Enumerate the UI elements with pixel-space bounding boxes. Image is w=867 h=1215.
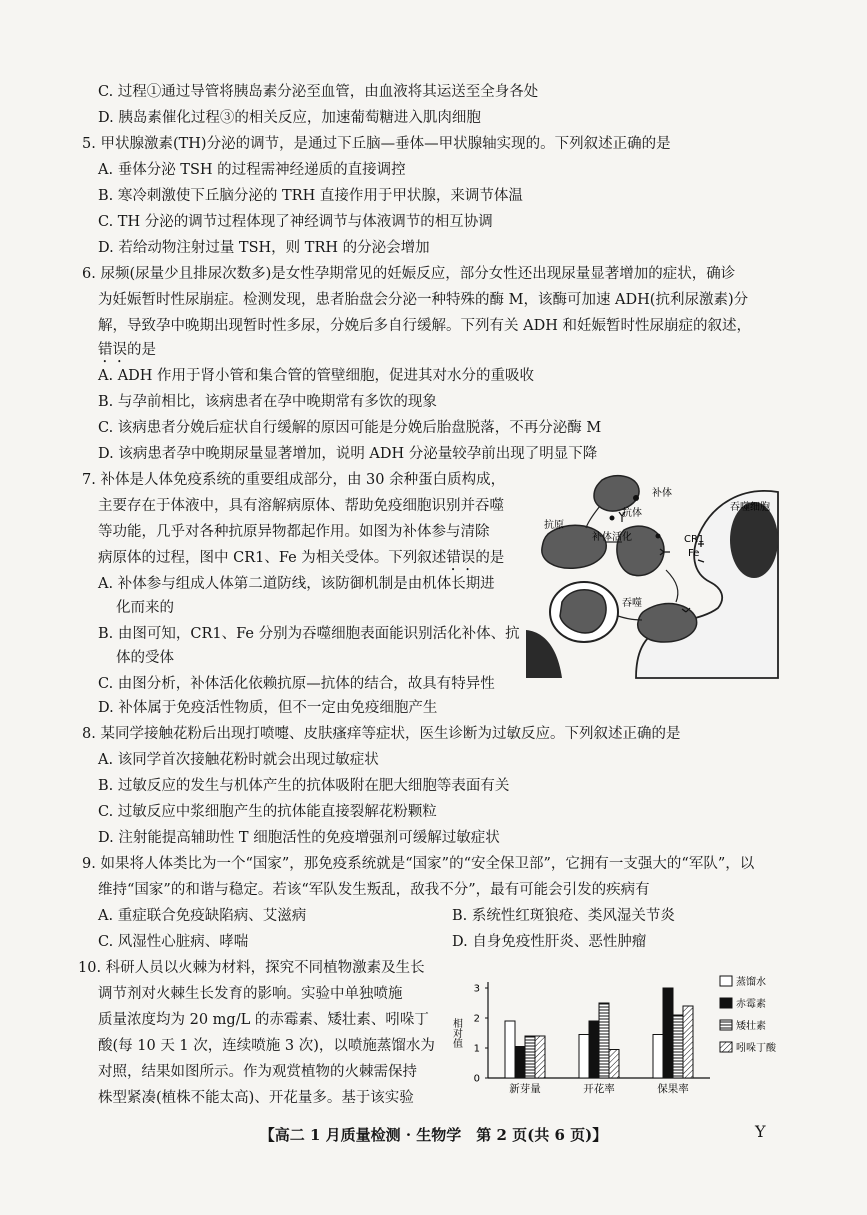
- q6-emphasis-mark: 错误: [98, 342, 127, 358]
- q4-option-c: C. 过程①通过导管将胰岛素分泌至血管，由血液将其运送至全身各处: [98, 84, 539, 100]
- phagocyte-nucleus: [730, 502, 778, 578]
- label-fe: Fe: [688, 548, 700, 559]
- q5-stem: 5. 甲状腺激素(TH)分泌的调节，是通过下丘脑—垂体—甲状腺轴实现的。下列叙述正确的是: [82, 136, 671, 152]
- q9-stem-line2: 维持“国家”的和谐与稳定。若该“军队发生叛乱，敌我不分”，最有可能会引发的疾病有: [98, 882, 650, 898]
- bar: [653, 1035, 663, 1079]
- legend-label: 吲哚丁酸: [736, 1043, 776, 1054]
- q6-stem-line3: 解，导致孕中晚期出现暂时性多尿，分娩后多自行缓解。下列有关 ADH 和妊娠暂时性尿崩症的叙述，: [98, 318, 751, 334]
- q9-option-b: B. 系统性红斑狼疮、类风湿关节炎: [452, 908, 675, 924]
- legend-swatch: [720, 976, 732, 986]
- legend-label: 赤霉素: [736, 999, 766, 1010]
- vesicle-pathogen: [560, 590, 606, 633]
- bar: [579, 1035, 589, 1079]
- q9-option-a: A. 重症联合免疫缺陷病、艾滋病: [98, 908, 307, 924]
- y-tick-label: 0: [473, 1073, 480, 1085]
- q5-option-a: A. 垂体分泌 TSH 的过程需神经递质的直接调控: [98, 162, 406, 178]
- q8-option-c: C. 过敏反应中浆细胞产生的抗体能直接裂解花粉颗粒: [98, 804, 437, 820]
- q5-option-b: B. 寒冷刺激使下丘脑分泌的 TRH 直接作用于甲状腺，来调节体温: [98, 188, 523, 204]
- x-tick-label: 新芽量: [509, 1083, 541, 1095]
- q7-option-b-line2: 体的受体: [116, 650, 174, 666]
- q6-option-c: C. 该病患者分娩后症状自行缓解的原因可能是分娩后胎盘脱落，不再分泌酶 M: [98, 420, 602, 436]
- page-footer: 【高二 1 月质量检测 · 生物学 第 2 页(共 6 页)】: [259, 1126, 608, 1144]
- q8-option-b: B. 过敏反应的发生与机体产生的抗体吸附在肥大细胞等表面有关: [98, 778, 510, 794]
- label-activation: 补体活化: [592, 532, 632, 543]
- legend-label: 矮壮素: [736, 1021, 766, 1032]
- q8-stem: 8. 某同学接触花粉后出现打喷嚏、皮肤瘙痒等症状，医生诊断为过敏反应。下列叙述正确的是: [82, 726, 681, 742]
- q7-stem-line1: 7. 补体是人体免疫系统的重要组成部分，由 30 余种蛋白质构成，: [82, 472, 506, 488]
- complement-dot: [656, 534, 661, 539]
- label-engulf: 吞噬: [622, 598, 642, 609]
- pathogen-engulf: [638, 604, 697, 642]
- label-antigen: 抗原: [544, 520, 564, 531]
- legend-swatch: [720, 1020, 732, 1030]
- q5-option-d: D. 若给动物注射过量 TSH，则 TRH 的分泌会增加: [98, 240, 430, 256]
- x-tick-label: 开花率: [583, 1083, 615, 1095]
- q10-stem-line3: 质量浓度均为 20 mg/L 的赤霉素、矮壮素、吲哚丁: [98, 1012, 429, 1028]
- label-antibody: 抗体: [622, 508, 642, 519]
- q7-stem-line3: 等功能，几乎对各种抗原异物都起作用。如图为补体参与清除: [98, 524, 490, 540]
- complement-dot: [633, 495, 639, 501]
- complement-diagram: [526, 470, 778, 678]
- q7-option-a-line2: 化而来的: [116, 600, 174, 616]
- y-tick-label: 1: [473, 1043, 480, 1055]
- q8-option-a: A. 该同学首次接触花粉时就会出现过敏症状: [98, 752, 379, 768]
- q6-option-a: A. ADH 作用于肾小管和集合管的管壁细胞，促进其对水分的重吸收: [98, 368, 535, 384]
- bar: [609, 1050, 619, 1079]
- bar: [535, 1036, 545, 1078]
- y-axis-label: 相对值: [450, 1018, 462, 1048]
- q7-stem-line4: 病原体的过程，图中 CR1、Fe 为相关受体。下列叙述错误的是: [98, 550, 505, 566]
- q7-stem-line2: 主要存在于体液中，具有溶解病原体、帮助免疫细胞识别并吞噬: [98, 498, 504, 514]
- q10-stem-line1: 10. 科研人员以火棘为材料，探究不同植物激素及生长: [78, 960, 425, 976]
- q7-emphasis-mark: 错误: [446, 550, 476, 566]
- hormone-bar-chart: [448, 958, 782, 1100]
- bar: [505, 1021, 515, 1078]
- bar: [683, 1006, 693, 1078]
- q6-option-b: B. 与孕前相比，该病患者在孕中晚期常有多饮的现象: [98, 394, 437, 410]
- q6-stem-line4: 错误的是: [98, 342, 156, 358]
- q6-stem-line1: 6. 尿频(尿量少且排尿次数多)是女性孕期常见的妊娠反应，部分女性还出现尿量显著增加的症状，确诊: [82, 266, 736, 282]
- legend-label: 蒸馏水: [736, 977, 766, 988]
- q9-option-d: D. 自身免疫性肝炎、恶性肿瘤: [452, 934, 647, 950]
- q8-option-d: D. 注射能提高辅助性 T 细胞活性的免疫增强剂可缓解过敏症状: [98, 830, 500, 846]
- legend-swatch: [720, 998, 732, 1008]
- y-tick-label: 3: [473, 983, 480, 995]
- bar: [525, 1036, 535, 1078]
- bar: [663, 988, 673, 1078]
- label-phagocyte: 吞噬细胞: [730, 502, 770, 513]
- q7-option-d: D. 补体属于免疫活性物质，但不一定由免疫细胞产生: [98, 700, 438, 716]
- complement-dot: [610, 516, 615, 521]
- q6-option-d: D. 该病患者孕中晚期尿量显著增加，说明 ADH 分泌量较孕前出现了明显下降: [98, 446, 598, 462]
- label-complement: 补体: [652, 488, 672, 499]
- bar: [515, 1047, 525, 1079]
- x-tick-label: 保果率: [657, 1083, 689, 1095]
- q7-option-c: C. 由图分析，补体活化依赖抗原—抗体的结合，故具有特异性: [98, 676, 495, 692]
- legend-swatch: [720, 1042, 732, 1052]
- q5-option-c: C. TH 分泌的调节过程体现了神经调节与体液调节的相互协调: [98, 214, 493, 230]
- label-cr1: CR1: [684, 534, 705, 545]
- page-version-letter: Y: [755, 1122, 766, 1141]
- bar: [589, 1021, 599, 1078]
- q10-stem-line6: 株型紧凑(植株不能太高)、开花量多。基于该实验: [98, 1090, 414, 1106]
- q9-option-c: C. 风湿性心脏病、哮喘: [98, 934, 249, 950]
- chart-bars: [505, 988, 693, 1078]
- q10-stem-line2: 调节剂对火棘生长发育的影响。实验中单独喷施: [98, 986, 403, 1002]
- bar: [599, 1003, 609, 1078]
- q4-option-d: D. 胰岛素催化过程③的相关反应，加速葡萄糖进入肌肉细胞: [98, 110, 481, 126]
- q9-stem-line1: 9. 如果将人体类比为一个“国家”，那免疫系统就是“国家”的“安全保卫部”，它拥有一支强大的“军队”，以: [82, 856, 755, 872]
- q7-option-a-line1: A. 补体参与组成人体第二道防线，该防御机制是由机体长期进: [98, 576, 495, 592]
- q10-stem-line4: 酸(每 10 天 1 次，连续喷施 3 次)，以喷施蒸馏水为: [98, 1038, 435, 1054]
- chart-legend: [720, 975, 777, 1054]
- q6-stem-line2: 为妊娠暂时性尿崩症。检测发现，患者胎盘会分泌一种特殊的酶 M，该酶可加速 ADH(抗利尿激素)分: [98, 292, 749, 308]
- y-tick-label: 2: [473, 1013, 480, 1025]
- bar: [673, 1015, 683, 1078]
- q10-stem-line5: 对照，结果如图所示。作为观赏植物的火棘需保持: [98, 1064, 417, 1080]
- q7-option-b-line1: B. 由图可知，CR1、Fe 分别为吞噬细胞表面能识别活化补体、抗: [98, 626, 520, 642]
